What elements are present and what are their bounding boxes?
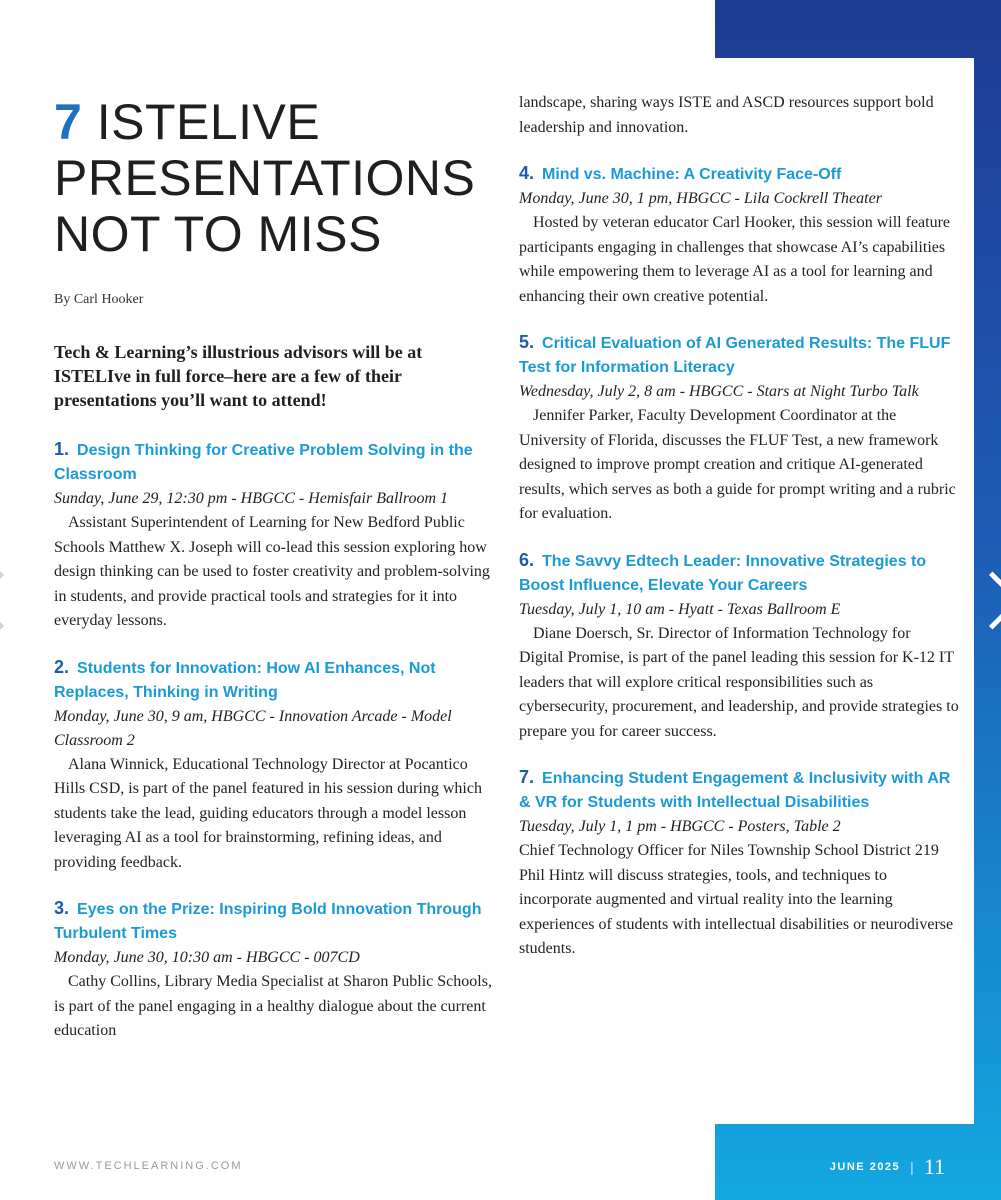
session-number: 6. xyxy=(519,549,535,570)
session-meta: Sunday, June 29, 12:30 pm - HBGCC - Hemisfair Ballroom 1 xyxy=(54,490,449,507)
session-meta: Tuesday, July 1, 10 am - Hyatt - Texas Ballroom E xyxy=(519,600,841,618)
session-title: The Savvy Edtech Leader: Innovative Strategies to Boost Influence, Elevate Your Careers xyxy=(519,552,927,594)
session-number: 7. xyxy=(519,767,535,787)
session-number: 2. xyxy=(54,656,70,677)
session-body: Jennifer Parker, Faculty Development Coordinator at the University of Florida, discusses the FLUF Test, a new framework designed to improve prompt creation and critique AI-generated results, which serves as both a guide for prompt writing and a rubric for evaluation. xyxy=(519,407,956,522)
session-meta: Monday, June 30, 9 am, HBGCC - Innovation Arcade - Model Classroom 2 xyxy=(54,707,452,749)
session-body: Alana Winnick, Educational Technology Director at Pocantico Hills CSD, is part of the panel featured in his session during which students take the lead, guiding educators through a model lesson leveraging AI as a tool for brainstorming, refining ideas, and providing feedback. xyxy=(54,755,482,871)
session-heading xyxy=(519,548,959,598)
session-body: Cathy Collins, Library Media Specialist at Sharon Public Schools, is part of the panel engaging in a healthy dialogue about the current education xyxy=(54,973,492,1039)
session-title: Design Thinking for Creative Problem Solving in the Classroom xyxy=(54,442,473,483)
session-heading xyxy=(54,437,494,487)
session-number: 3. xyxy=(54,898,70,918)
byline: By Carl Hooker xyxy=(54,292,144,307)
title-line3: NOT TO MISS xyxy=(54,206,382,262)
session-title: Mind vs. Machine: A Creativity Face-Off xyxy=(542,166,842,183)
title-line1: ISTELIVE xyxy=(96,94,321,150)
session-heading xyxy=(519,330,959,380)
session-3 xyxy=(54,896,494,1044)
session-meta: Monday, June 30, 1 pm, HBGCC - Lila Cockrell Theater xyxy=(519,190,882,207)
session-heading xyxy=(54,896,494,946)
footer-issue: JUNE 2025 xyxy=(829,1161,901,1173)
session-title: Enhancing Student Engagement & Inclusivity with AR & VR for Students with Intellectual Disabilities xyxy=(519,770,951,811)
footer-separator: | xyxy=(910,1159,914,1175)
session-body-continued: landscape, sharing ways ISTE and ASCD resources support bold leadership and innovation. xyxy=(519,94,934,136)
session-7 xyxy=(519,765,959,962)
session-meta: Tuesday, July 1, 1 pm - HBGCC - Posters, Table 2 xyxy=(519,818,841,835)
session-title: Eyes on the Prize: Inspiring Bold Innovation Through Turbulent Times xyxy=(54,901,482,942)
session-6 xyxy=(519,548,959,745)
footer-page-info xyxy=(830,1154,945,1180)
session-4 xyxy=(519,161,959,309)
title-line2: PRESENTATIONS xyxy=(54,150,476,206)
page-title xyxy=(54,94,475,262)
session-title: Critical Evaluation of AI Generated Results: The FLUF Test for Information Literacy xyxy=(519,335,951,376)
session-3-continued xyxy=(519,91,959,140)
page-number: 11 xyxy=(923,1154,945,1179)
session-body: Assistant Superintendent of Learning for New Bedford Public Schools Matthew X. Joseph will co-lead this session exploring how design thinking can be used to foster creativity and problem-solving in students, and provide practical tools and strategies for it into everyday lessons. xyxy=(54,514,490,629)
session-body: Hosted by veteran educator Carl Hooker, this session will feature participants engaging in challenges that showcase AI’s capabilities while empowering them to leverage AI as a tool for learning and enhancing their own creative potential. xyxy=(519,214,951,305)
intro-text: Tech & Learning’s illustrious advisors will be at ISTELIve in full force–here are a few of their presentations you’ll want to attend! xyxy=(54,342,423,410)
session-2 xyxy=(54,655,494,876)
session-1 xyxy=(54,437,494,634)
session-heading xyxy=(519,765,959,815)
session-heading xyxy=(54,655,494,705)
session-heading xyxy=(519,161,959,187)
footer-website: WWW.TECHLEARNING.COM xyxy=(54,1160,243,1172)
left-column xyxy=(54,437,494,1065)
session-meta: Wednesday, July 2, 8 am - HBGCC - Stars at Night Turbo Talk xyxy=(519,383,919,400)
session-body: Diane Doersch, Sr. Director of Information Technology for Digital Promise, is part of the panel leading this session for K-12 IT leaders that will explore critical responsibilities such as cybersecurity, procurement, and leadership, and provide strategies to prepare you for career success. xyxy=(519,624,959,740)
title-number: 7 xyxy=(54,94,83,150)
session-meta: Monday, June 30, 10:30 am - HBGCC - 007CD xyxy=(54,949,360,966)
session-5 xyxy=(519,330,959,527)
session-body: Chief Technology Officer for Niles Township School District 219 Phil Hintz will discuss strategies, tools, and techniques to incorporate augmented and virtual reality into the learning experiences of students with intellectual disabilities or neurodiverse students. xyxy=(519,842,954,957)
session-number: 4. xyxy=(519,163,535,183)
right-column xyxy=(519,91,959,983)
session-title: Students for Innovation: How AI Enhances, Not Replaces, Thinking in Writing xyxy=(54,659,436,701)
session-number: 5. xyxy=(519,332,535,352)
session-number: 1. xyxy=(54,439,70,459)
